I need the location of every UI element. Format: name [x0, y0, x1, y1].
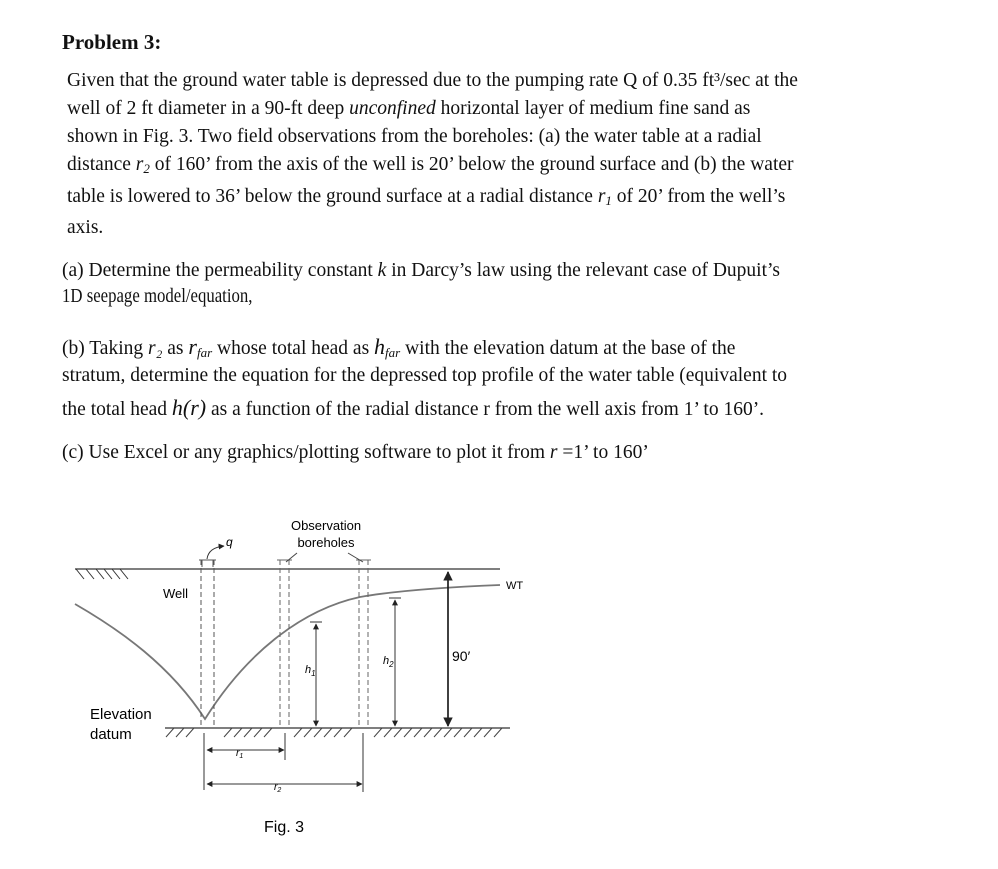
- h1-letter: h: [305, 664, 312, 676]
- h-of-r-symbol: h(r): [171, 395, 207, 420]
- part-a-line-1: [62, 261, 780, 281]
- part-b-line-2: stratum, determine the equation for the depressed top profile of the water table (equivalent to: [62, 365, 788, 386]
- part-a-line-2: [62, 287, 283, 307]
- water-table-curve: [75, 585, 500, 719]
- figure-3: [0, 500, 998, 869]
- r1-subscript: 1: [239, 753, 244, 760]
- rfar-subscript: far: [196, 345, 213, 360]
- part-b-line-1a: (b) Taking: [62, 338, 149, 359]
- discharge-label: q: [226, 535, 233, 549]
- part-b-line-3: [62, 397, 764, 420]
- intro-line-2: [67, 99, 750, 119]
- borehole-2: [356, 560, 371, 728]
- intro-line-4: [67, 155, 794, 175]
- intro-line-1: Given that the ground water table is depressed due to the pumping rate Q of 0.35 ft³/sec at the: [67, 70, 798, 91]
- discharge-arrow: [207, 546, 224, 559]
- r2-subscript: 2: [143, 161, 150, 176]
- r-symbol-c: r: [549, 442, 558, 463]
- h2-subscript: 2: [389, 660, 394, 669]
- h2-letter: h: [383, 655, 390, 667]
- part-c-line-1a: (c) Use Excel or any graphics/plotting software to plot it from: [62, 442, 550, 463]
- intro-line-4a: distance: [67, 154, 136, 175]
- unconfined-term: unconfined: [349, 98, 436, 119]
- part-b-line-1b: as: [162, 338, 189, 359]
- observation-label-line-1: Observation: [290, 518, 362, 533]
- observation-leader-1: [286, 553, 297, 562]
- intro-line-2a: well of 2 ft diameter in a 90-ft deep: [67, 98, 350, 119]
- hfar-symbol: h: [374, 334, 386, 359]
- part-c-line-1b: =1’ to 160’: [557, 442, 649, 463]
- depth-label: 90′: [452, 648, 471, 664]
- well: [199, 560, 216, 728]
- elevation-datum-line-1: Elevation: [90, 706, 152, 723]
- part-b-line-3a: the total head: [62, 399, 172, 420]
- part-c-line-1: [62, 443, 649, 463]
- datum-hatching: [166, 728, 502, 737]
- hfar-subscript: far: [385, 345, 401, 360]
- part-b-line-1d: with the elevation datum at the base of the: [400, 338, 736, 359]
- part-b-line-3b: as a function of the radial distance r from the well axis from 1’ to 160’.: [206, 399, 765, 420]
- water-table-label: WT: [506, 580, 524, 592]
- r1-symbol: r: [597, 186, 606, 207]
- intro-line-5: [67, 187, 785, 207]
- k-symbol: k: [377, 260, 387, 281]
- part-b-line-1: [62, 336, 735, 359]
- r1-subscript: 1: [605, 193, 612, 208]
- ground-surface-symbol: [76, 569, 128, 579]
- intro-line-3: shown in Fig. 3. Two field observations from the boreholes: (a) the water table at a radial: [67, 126, 762, 147]
- r2-subscript: 2: [277, 787, 282, 794]
- observation-label-line-2: boreholes: [297, 535, 355, 550]
- rfar-symbol: r: [188, 334, 197, 359]
- well-label: Well: [163, 586, 189, 601]
- intro-line-5b: of 20’ from the well’s: [611, 186, 786, 207]
- r2-symbol: r: [135, 154, 144, 175]
- intro-line-2c: horizontal layer of medium fine sand as: [435, 98, 751, 119]
- problem-title: Problem 3:: [62, 30, 162, 54]
- r1-letter: r: [236, 748, 240, 759]
- borehole-1: [277, 560, 292, 728]
- r2-symbol-b: r₂: [148, 338, 163, 359]
- h1-label: [305, 664, 316, 678]
- h2-label: [383, 655, 394, 669]
- intro-line-5a: table is lowered to 36’ below the ground surface at a radial distance: [67, 186, 598, 207]
- intro-line-4b: of 160’ from the axis of the well is 20’ below the ground surface and (b) the water: [149, 154, 794, 175]
- part-b-line-1c: whose total head as: [212, 338, 375, 359]
- figure-caption: Fig. 3: [263, 819, 305, 836]
- h1-subscript: 1: [311, 669, 316, 678]
- part-a-line-2-text: 1D seepage model/equation,: [62, 286, 253, 307]
- intro-line-6: axis.: [67, 217, 104, 238]
- elevation-datum-line-2: datum: [90, 726, 132, 743]
- part-a-line-1a: (a) Determine the permeability constant: [62, 260, 378, 281]
- part-a-line-1b: in Darcy’s law using the relevant case of Dupuit’s: [386, 260, 781, 281]
- r2-letter: r: [274, 782, 278, 793]
- observation-leader-2: [348, 553, 363, 562]
